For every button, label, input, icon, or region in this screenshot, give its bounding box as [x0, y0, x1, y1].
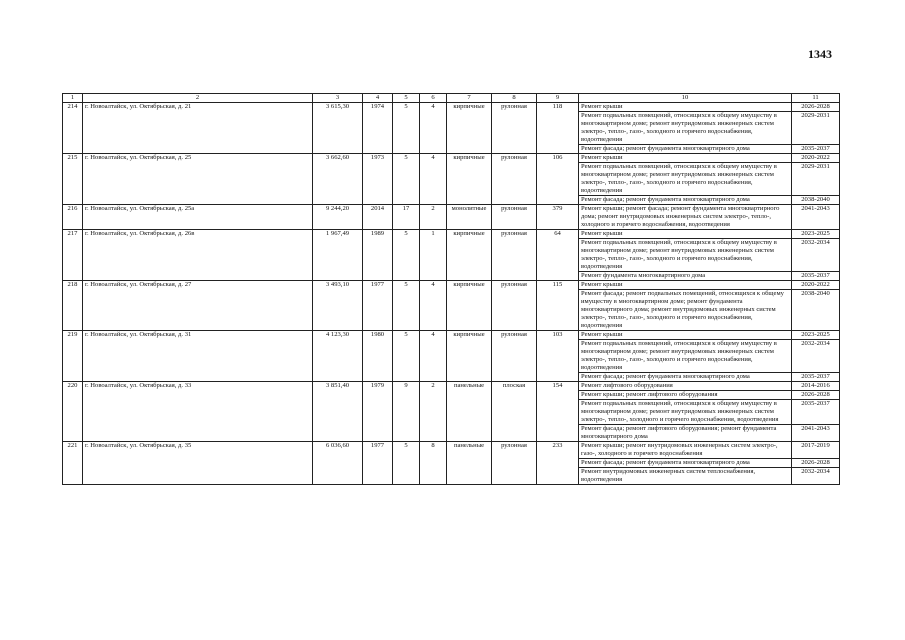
floors-count: 5: [393, 442, 420, 485]
build-year: 1979: [363, 382, 393, 442]
floors-count: 5: [393, 154, 420, 205]
repair-period: 2017-2019: [792, 442, 840, 459]
repair-period: 2038-2040: [792, 196, 840, 205]
row-number: 220: [63, 382, 83, 442]
repair-work: Ремонт крыши: [579, 281, 792, 290]
repair-period: 2032-2034: [792, 239, 840, 272]
table-row: [63, 154, 840, 163]
entrances-count: 2: [420, 382, 447, 442]
roof-type: плоская: [492, 382, 537, 442]
entrances-count: 4: [420, 154, 447, 205]
roof-type: рулонная: [492, 442, 537, 485]
repair-work: Ремонт крыши: [579, 103, 792, 112]
residents-count: 64: [537, 230, 579, 281]
repair-period: 2035-2037: [792, 145, 840, 154]
table-row: [63, 103, 840, 112]
repair-period: 2041-2043: [792, 425, 840, 442]
residents-count: 118: [537, 103, 579, 154]
repair-work: Ремонт крыши: [579, 230, 792, 239]
entrances-count: 1: [420, 230, 447, 281]
residents-count: 154: [537, 382, 579, 442]
repair-period: 2035-2037: [792, 400, 840, 425]
repair-period: 2032-2034: [792, 468, 840, 485]
build-year: 1989: [363, 230, 393, 281]
column-number: 10: [579, 94, 792, 103]
table-row: [63, 230, 840, 239]
build-year: 1980: [363, 331, 393, 382]
total-area: 4 123,30: [313, 331, 363, 382]
repair-work: Ремонт фасада; ремонт фундамента многоквартирного дома: [579, 373, 792, 382]
build-year: 1977: [363, 442, 393, 485]
total-area: 3 851,40: [313, 382, 363, 442]
total-area: 3 615,30: [313, 103, 363, 154]
house-address: г. Новоалтайск, ул. Октябрьская, д. 31: [83, 331, 313, 382]
roof-type: рулонная: [492, 103, 537, 154]
repair-work: Ремонт крыши; ремонт фасада; ремонт фундамента многоквартирного дома; ремонт внутридомовых инженерных систем электро-, тепло-, холодного и горячего водоснабжения, водоотведения: [579, 205, 792, 230]
entrances-count: 4: [420, 331, 447, 382]
wall-material: панельные: [447, 442, 492, 485]
repair-period: 2026-2028: [792, 391, 840, 400]
house-address: г. Новоалтайск, ул. Октябрьская, д. 26в: [83, 230, 313, 281]
wall-material: кирпичные: [447, 281, 492, 331]
row-number: 215: [63, 154, 83, 205]
repair-period: 2029-2031: [792, 163, 840, 196]
roof-type: рулонная: [492, 154, 537, 205]
repair-work: Ремонт крыши: [579, 331, 792, 340]
roof-type: рулонная: [492, 205, 537, 230]
build-year: 1974: [363, 103, 393, 154]
build-year: 1973: [363, 154, 393, 205]
total-area: 9 244,20: [313, 205, 363, 230]
repair-work: Ремонт подвальных помещений, относящихся к общему имуществу в многоквартирном доме; ремонт внутридомовых инженерных систем электро-, тепло-, холодного и горячего водоснабжения, водоотведения: [579, 400, 792, 425]
repair-period: 2029-2031: [792, 112, 840, 145]
repair-period: 2020-2022: [792, 281, 840, 290]
repair-work: Ремонт крыши; ремонт внутридомовых инженерных систем электро-, газо-, холодного и горячего водоснабжения: [579, 442, 792, 459]
capital-repair-register-table: [62, 93, 840, 485]
residents-count: 115: [537, 281, 579, 331]
floors-count: 17: [393, 205, 420, 230]
roof-type: рулонная: [492, 331, 537, 382]
floors-count: 9: [393, 382, 420, 442]
repair-period: 2023-2025: [792, 331, 840, 340]
column-number: 5: [393, 94, 420, 103]
column-number: 6: [420, 94, 447, 103]
residents-count: 379: [537, 205, 579, 230]
repair-work: Ремонт подвальных помещений, относящихся к общему имуществу в многоквартирном доме; ремонт внутридомовых инженерных систем электро-, тепло-, газо-, холодного и горячего водоснабжения, водоотведения: [579, 112, 792, 145]
repair-work: Ремонт лифтового оборудования: [579, 382, 792, 391]
repair-work: Ремонт фасада; ремонт фундамента многоквартирного дома: [579, 145, 792, 154]
residents-count: 233: [537, 442, 579, 485]
repair-work: Ремонт внутридомовых инженерных систем теплоснабжения, водоотведения: [579, 468, 792, 485]
repair-period: 2032-2034: [792, 340, 840, 373]
entrances-count: 2: [420, 205, 447, 230]
column-number-row: [63, 94, 840, 103]
row-number: 219: [63, 331, 83, 382]
column-number: 7: [447, 94, 492, 103]
column-number: 4: [363, 94, 393, 103]
floors-count: 5: [393, 230, 420, 281]
repair-period: 2023-2025: [792, 230, 840, 239]
row-number: 214: [63, 103, 83, 154]
floors-count: 5: [393, 331, 420, 382]
row-number: 216: [63, 205, 83, 230]
repair-work: Ремонт подвальных помещений, относящихся к общему имуществу в многоквартирном доме; ремонт внутридомовых инженерных систем электро-, тепло-, газо-, холодного и горячего водоснабжения, водоотведения: [579, 239, 792, 272]
repair-work: Ремонт крыши; ремонт лифтового оборудования: [579, 391, 792, 400]
wall-material: панельные: [447, 382, 492, 442]
repair-period: 2038-2040: [792, 290, 840, 331]
wall-material: монолитные: [447, 205, 492, 230]
repair-period: 2026-2028: [792, 459, 840, 468]
house-address: г. Новоалтайск, ул. Октябрьская, д. 35: [83, 442, 313, 485]
repair-period: 2026-2028: [792, 103, 840, 112]
column-number: 9: [537, 94, 579, 103]
wall-material: кирпичные: [447, 331, 492, 382]
repair-period: 2035-2037: [792, 272, 840, 281]
repair-work: Ремонт фундамента многоквартирного дома: [579, 272, 792, 281]
repair-period: 2014-2016: [792, 382, 840, 391]
wall-material: кирпичные: [447, 230, 492, 281]
repair-work: Ремонт подвальных помещений, относящихся к общему имуществу в многоквартирном доме; ремонт внутридомовых инженерных систем электро-, тепло-, газо-, холодного и горячего водоснабжения, водоотведения: [579, 163, 792, 196]
floors-count: 5: [393, 103, 420, 154]
row-number: 218: [63, 281, 83, 331]
column-number: 1: [63, 94, 83, 103]
residents-count: 106: [537, 154, 579, 205]
column-number: 3: [313, 94, 363, 103]
wall-material: кирпичные: [447, 154, 492, 205]
build-year: 2014: [363, 205, 393, 230]
total-area: 3 662,60: [313, 154, 363, 205]
house-address: г. Новоалтайск, ул. Октябрьская, д. 33: [83, 382, 313, 442]
row-number: 217: [63, 230, 83, 281]
build-year: 1977: [363, 281, 393, 331]
column-number: 11: [792, 94, 840, 103]
roof-type: рулонная: [492, 281, 537, 331]
register-body: [63, 103, 840, 485]
repair-work: Ремонт фасада; ремонт фундамента многоквартирного дома: [579, 459, 792, 468]
repair-period: 2035-2037: [792, 373, 840, 382]
wall-material: кирпичные: [447, 103, 492, 154]
repair-work: Ремонт фасада; ремонт подвальных помещений, относящихся к общему имуществу в многоквартирном доме; ремонт фундамента многоквартирного дома; ремонт внутридомовых инженерных систем электро-, тепло-, газо-, холодного и горячего водоснабжения, водоотведения: [579, 290, 792, 331]
floors-count: 5: [393, 281, 420, 331]
total-area: 6 036,60: [313, 442, 363, 485]
table-row: [63, 442, 840, 459]
column-number: 8: [492, 94, 537, 103]
repair-work: Ремонт фасада; ремонт лифтового оборудования; ремонт фундамента многоквартирного дома: [579, 425, 792, 442]
table-row: [63, 331, 840, 340]
repair-work: Ремонт подвальных помещений, относящихся к общему имуществу в многоквартирном доме; ремонт внутридомовых инженерных систем электро-, тепло-, газо-, холодного и горячего водоснабжения, водоотведения: [579, 340, 792, 373]
residents-count: 103: [537, 331, 579, 382]
house-address: г. Новоалтайск, ул. Октябрьская, д. 25: [83, 154, 313, 205]
row-number: 221: [63, 442, 83, 485]
total-area: 3 493,10: [313, 281, 363, 331]
repair-period: 2041-2043: [792, 205, 840, 230]
house-address: г. Новоалтайск, ул. Октябрьская, д. 25а: [83, 205, 313, 230]
table-row: [63, 382, 840, 391]
repair-work: Ремонт крыши: [579, 154, 792, 163]
roof-type: рулонная: [492, 230, 537, 281]
entrances-count: 8: [420, 442, 447, 485]
repair-period: 2020-2022: [792, 154, 840, 163]
table-row: [63, 281, 840, 290]
repair-work: Ремонт фасада; ремонт фундамента многоквартирного дома: [579, 196, 792, 205]
entrances-count: 4: [420, 103, 447, 154]
entrances-count: 4: [420, 281, 447, 331]
house-address: г. Новоалтайск, ул. Октябрьская, д. 21: [83, 103, 313, 154]
table-row: [63, 205, 840, 230]
page-number: 1343: [808, 47, 832, 61]
column-number: 2: [83, 94, 313, 103]
total-area: 1 967,49: [313, 230, 363, 281]
house-address: г. Новоалтайск, ул. Октябрьская, д. 27: [83, 281, 313, 331]
